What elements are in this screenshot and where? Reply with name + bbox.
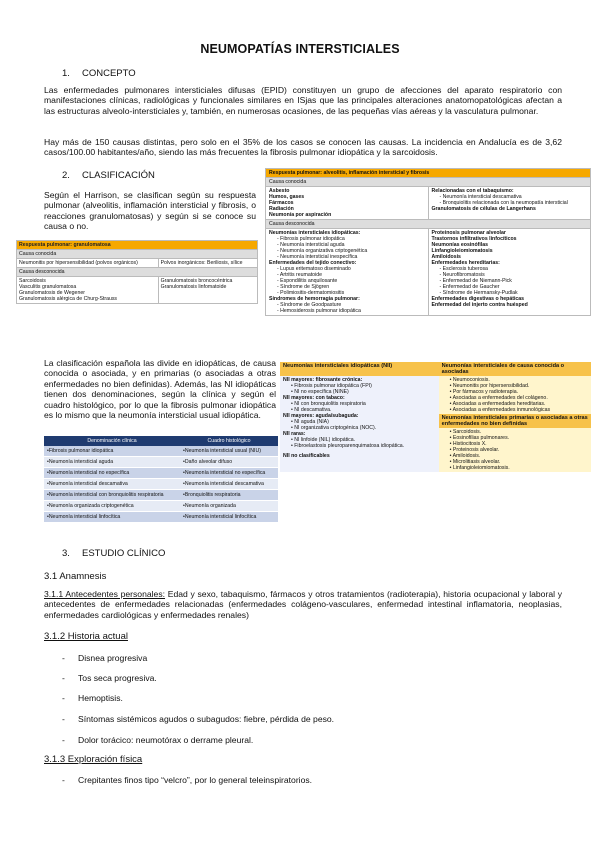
list-item: • Neumoconiosis. bbox=[450, 377, 588, 383]
table-cell: •Neumonía intersticial usual (NIU) bbox=[180, 446, 278, 457]
list-item: - Síndrome de Hermansky-Pudlak bbox=[439, 290, 518, 296]
table-cell: Neumonitis por hipersensibilidad (polvos orgánicos) bbox=[17, 259, 159, 268]
list-item: Amiloidosis bbox=[431, 254, 461, 260]
list-heading: Neumonías intersticiales idiopáticas: bbox=[269, 230, 361, 236]
list-heading: Síndromes de hemorragia pulmonar: bbox=[269, 296, 360, 302]
table-cell: •Neumonía intersticial con bronquiolitis respiratoria bbox=[44, 490, 180, 501]
table-row bbox=[44, 468, 278, 479]
list-item: - Neumonía organizativa criptogenética bbox=[277, 248, 368, 254]
table-cell: •Neumonía organizada bbox=[180, 501, 278, 512]
list-item-text: Bronquiolitis relacionada con la neumopatía intersticial bbox=[442, 200, 568, 206]
spanish-classification-paragraph: La clasificación española las divide en idiopáticas, de causa conocida o asociada, y en primarias (o asociadas a otras enfermedades no bien definidas). Además, las NI idiopáticas tienen dos denominaciones, según la clínica y según el cuadro histológico, por lo que la fibrosis pulmonar idiopática es lo mismo que la neumonía intersticial usual idiopática. bbox=[44, 358, 276, 421]
list-item bbox=[62, 653, 542, 665]
list-item: - Hemosiderosis pulmonar idiopática bbox=[277, 308, 361, 314]
table-cell: •Neumonía intersticial descamativa bbox=[180, 479, 278, 490]
subsection-anamnesis: 3.1 Anamnesis bbox=[44, 571, 107, 582]
page-title: NEUMOPATÍAS INTERSTICIALES bbox=[200, 42, 400, 56]
list-heading: NII mayores: aguda/subaguda: bbox=[283, 413, 359, 419]
list-item: • NI no específica (NINE) bbox=[291, 389, 436, 395]
section-2-heading: CLASIFICACIÓN bbox=[82, 170, 155, 181]
list-item-text: Hemosiderosis pulmonar idiopática bbox=[280, 308, 361, 314]
bullet-dash: - bbox=[62, 673, 65, 683]
table-header: Respuesta pulmonar: granulomatosa bbox=[17, 241, 258, 250]
section-3-number: 3. bbox=[62, 548, 70, 559]
list-item-text: Neurofibromatosis bbox=[442, 272, 485, 278]
bullet-dash: - bbox=[62, 714, 65, 724]
list-item: Granulomatosis alérgica de Churg-Strauss bbox=[19, 296, 118, 302]
list-item: • Sarcoidosis. bbox=[450, 429, 588, 435]
table-cell bbox=[266, 229, 429, 316]
list-item: • Por fármacos y radioterapia. bbox=[450, 389, 588, 395]
list-heading: NII mayores: con tabaco: bbox=[283, 395, 345, 401]
table-cell bbox=[439, 428, 591, 472]
table-cell: •Neumonía organizada criptogenética bbox=[44, 501, 180, 512]
table-cell bbox=[428, 229, 591, 316]
table-cell: •Neumonía intersticial descamativa bbox=[44, 479, 180, 490]
list-item: - Polimiositis-dermatomiositis bbox=[277, 290, 345, 296]
list-item: - Bronquiolitis relacionada con la neumopatía intersticial bbox=[439, 200, 568, 206]
table-row bbox=[44, 490, 278, 501]
table-row bbox=[44, 479, 278, 490]
list-item-text: Disnea progresiva bbox=[78, 653, 148, 663]
list-item: Enfermedades digestivas o hepáticas bbox=[431, 296, 525, 302]
table-header: Neumonías intersticiales de causa conocida o asociadas bbox=[439, 362, 591, 376]
granulomatous-table bbox=[16, 240, 258, 304]
harrison-paragraph: Según el Harrison, se clasifican según su respuesta pulmonar (alveolitis, inflamación intersticial y fibrosis, o reacciones granulomatosas) y según si se conoce su causa o no. bbox=[44, 190, 256, 232]
list-item: Fármacos bbox=[269, 200, 294, 206]
table-subheader: Causa desconocida bbox=[17, 268, 258, 277]
list-item: - Neumonía intersticial aguda bbox=[277, 242, 345, 248]
subsection-exploracion: 3.1.3 Exploración física bbox=[44, 754, 143, 765]
section-3-heading: ESTUDIO CLÍNICO bbox=[82, 548, 166, 559]
list-heading: Relacionadas con el tabaquismo: bbox=[431, 188, 514, 194]
list-item: • NI con bronquiolitis respiratoria bbox=[291, 401, 436, 407]
table-cell bbox=[266, 187, 429, 220]
list-item-text: Lupus eritematoso diseminado bbox=[280, 266, 351, 272]
table-cell: Polvos inorgánicos: Beriliosis, sílice bbox=[158, 259, 257, 268]
bullet-dash: - bbox=[62, 693, 65, 703]
list-item bbox=[62, 693, 542, 705]
list-item: - Esclerosis tuberosa bbox=[439, 266, 488, 272]
list-item: • Fibroelastosis pleuroparenquimatosa idiopática. bbox=[291, 443, 436, 449]
bullet-dash: - bbox=[62, 735, 65, 745]
list-heading: Enfermedades hereditarias: bbox=[431, 260, 500, 266]
list-item: - Enfermedad de Niemann-Pick bbox=[439, 278, 512, 284]
list-item: Granulomatosis de células de Langerhans bbox=[431, 206, 536, 212]
list-item: - Neumonía intersticial descamativa bbox=[439, 194, 522, 200]
list-item-text: Crepitantes finos tipo “velcro”, por lo general teleinspiratorios. bbox=[78, 775, 313, 785]
list-item: - Neumonía intersticial inespecífica bbox=[277, 254, 358, 260]
list-heading: Enfermedades del tejido conectivo: bbox=[269, 260, 357, 266]
column-header: Denominación clínica bbox=[44, 436, 180, 446]
section-1-heading: CONCEPTO bbox=[82, 68, 136, 79]
list-heading: NII no clasificables bbox=[283, 453, 330, 459]
list-item-text: Neumonía intersticial inespecífica bbox=[280, 254, 358, 260]
table-cell: •Daño alveolar difuso bbox=[180, 457, 278, 468]
list-heading: NII mayores: fibrosante crónica: bbox=[283, 377, 363, 383]
antecedentes-text: Edad y sexo, tabaquismo, fármacos y otros tratamientos (radioterapia), historia ocupacional y laboral y antecedentes de enfermedades relacionadas (enfermedades colágeno-vasculares, enfermedad intestinal inflamatoria, neoplasias, enfermedades cardiológicas y enfermedades renales) bbox=[44, 589, 563, 620]
list-item: • Neumonitis por hipersensibilidad. bbox=[450, 383, 588, 389]
table-cell: •Neumonía intersticial no específica bbox=[180, 468, 278, 479]
list-item: • Asociadas a enfermedades hereditarias. bbox=[450, 401, 588, 407]
clinical-histological-table bbox=[44, 436, 278, 523]
list-item-text: Síndrome de Hermansky-Pudlak bbox=[442, 290, 518, 296]
list-item: - Fibrosis pulmonar idiopática bbox=[277, 236, 345, 242]
list-item: Proteinosis pulmonar alveolar bbox=[431, 230, 506, 236]
list-item: Trastornos infiltrativos linfocíticos bbox=[431, 236, 517, 242]
list-item: - Artritis reumatoide bbox=[277, 272, 322, 278]
table-row bbox=[44, 446, 278, 457]
list-item-text: Hemoptisis. bbox=[78, 693, 123, 703]
table-header: Neumonías intersticiales primarias o asociadas a otras enfermedades no bien definidas bbox=[439, 414, 591, 428]
table-cell: •Neumonía intersticial linfocítica bbox=[44, 512, 180, 523]
table-cell: •Neumonía intersticial no específica bbox=[44, 468, 180, 479]
list-item: Vasculitis granulomatosa bbox=[19, 284, 77, 290]
list-item-text: Espondilitis anquilosante bbox=[280, 278, 338, 284]
list-heading: NII raras: bbox=[283, 431, 306, 437]
table-row bbox=[44, 501, 278, 512]
list-item: • NI organizativa criptogénica (NOC). bbox=[291, 425, 436, 431]
list-item: • Histiocitosis X. bbox=[450, 441, 588, 447]
table-cell bbox=[17, 277, 159, 304]
list-item-text: Esclerosis tuberosa bbox=[442, 266, 488, 272]
list-item: • Microlitiasis alveolar. bbox=[450, 459, 588, 465]
list-item: - Síndrome de Goodpasture bbox=[277, 302, 342, 308]
list-item-text: Fibrosis pulmonar idiopática bbox=[280, 236, 345, 242]
bullet-dash: - bbox=[62, 653, 65, 663]
table-header: Respuesta pulmonar: alveolitis, inflamación intersticial y fibrosis bbox=[266, 169, 591, 178]
list-item: Linfangioleiomiomatosis bbox=[431, 248, 493, 254]
list-item: Neumonía por aspiración bbox=[269, 212, 332, 218]
table-cell: •Fibrosis pulmonar idiopática bbox=[44, 446, 180, 457]
list-item-text: Neumonía intersticial aguda bbox=[280, 242, 345, 248]
list-item-text: Síndrome de Sjögren bbox=[280, 284, 330, 290]
list-item bbox=[62, 775, 542, 787]
list-item: Granulomatosis de Wegener bbox=[19, 290, 85, 296]
alveolitis-table bbox=[265, 168, 591, 316]
antecedentes-paragraph bbox=[44, 589, 562, 620]
list-item-text: Dolor torácico: neumotórax o derrame pleural. bbox=[78, 735, 254, 745]
bullet-dash: - bbox=[62, 775, 65, 785]
table-cell: •Bronquiolitis respiratoria bbox=[180, 490, 278, 501]
incidence-paragraph: Hay más de 150 causas distintas, pero solo en el 35% de los casos se conocen las causas. La incidencia en Andalucía es de 3,62 casos/100.00 habitantes/año, siendo las más frecuentes la fibrosis pulmonar idiopática y la sarcoidosis. bbox=[44, 137, 562, 158]
list-item: • Fibrosis pulmonar idiopática (FPI) bbox=[291, 383, 436, 389]
list-item: • Proteinosis alveolar. bbox=[450, 447, 588, 453]
table-row bbox=[44, 457, 278, 468]
list-item: - Espondilitis anquilosante bbox=[277, 278, 338, 284]
list-item-text: Neumonía organizativa criptogenética bbox=[280, 248, 368, 254]
table-cell: •Neumonía intersticial aguda bbox=[44, 457, 180, 468]
list-item: • NI linfoide (NIL) idiopática. bbox=[291, 437, 436, 443]
list-item-text: Enfermedad de Gaucher bbox=[442, 284, 500, 290]
list-item: Granulomatosis linfomatoide bbox=[160, 284, 227, 290]
list-item: Asbesto bbox=[269, 188, 290, 194]
list-item: - Neurofibromatosis bbox=[439, 272, 485, 278]
list-item: Humos, gases bbox=[269, 194, 305, 200]
table-subheader: Causa desconocida bbox=[266, 220, 591, 229]
list-item bbox=[62, 673, 542, 685]
antecedentes-label: 3.1.1 Antecedentes personales: bbox=[44, 589, 166, 599]
table-row bbox=[44, 512, 278, 523]
list-item: - Síndrome de Sjögren bbox=[277, 284, 330, 290]
section-2-number: 2. bbox=[62, 170, 70, 181]
nii-classification-table bbox=[280, 362, 591, 472]
table-subheader: Causa conocida bbox=[17, 250, 258, 259]
list-item: • Asociadas a enfermedades del colágeno. bbox=[450, 395, 588, 401]
list-item-text: Polimiositis-dermatomiositis bbox=[280, 290, 345, 296]
list-item bbox=[62, 714, 542, 726]
list-item: • Amiloidosis. bbox=[450, 453, 588, 459]
list-item: • Linfangioleiomiomatosis. bbox=[450, 465, 588, 471]
list-item-text: Tos seca progresiva. bbox=[78, 673, 157, 683]
table-cell bbox=[280, 376, 439, 472]
section-1-number: 1. bbox=[62, 68, 70, 79]
list-item-text: Síndrome de Goodpasture bbox=[280, 302, 342, 308]
list-item: • Eosinofilias pulmonares. bbox=[450, 435, 588, 441]
subsection-historia: 3.1.2 Historia actual bbox=[44, 631, 128, 642]
list-item: Granulomatosis broncocéntrica bbox=[160, 278, 233, 284]
list-item: • NI descamativa. bbox=[291, 407, 436, 413]
list-item: - Lupus eritematoso diseminado bbox=[277, 266, 351, 272]
list-item bbox=[62, 735, 542, 747]
list-item-text: Artritis reumatoide bbox=[279, 272, 322, 278]
table-cell bbox=[439, 376, 591, 414]
list-item-text: Neumonía intersticial descamativa bbox=[442, 194, 522, 200]
table-cell: •Neumonía intersticial linfocítica bbox=[180, 512, 278, 523]
table-subheader: Causa conocida bbox=[266, 178, 591, 187]
list-item: Radiación bbox=[269, 206, 294, 212]
table-cell bbox=[158, 277, 257, 304]
column-header: Cuadro histológico bbox=[180, 436, 278, 446]
list-item-text: Síntomas sistémicos agudos o subagudos: fiebre, pérdida de peso. bbox=[78, 714, 335, 724]
list-item: • Asociadas a enfermedades inmunológicas bbox=[450, 407, 588, 413]
concept-paragraph: Las enfermedades pulmonares intersticiales difusas (EPID) constituyen un grupo de afecciones del aparato respiratorio con manifestaciones clínicas, radiológicas y funcionales similares en ISjas que las principales alteraciones anatomopatológicas afectan a las estructuras alveolo-intersticiales y, también, en numerosas ocasiones, de las pequeñas vías aéreas y la vasculatura pulmonar. bbox=[44, 85, 562, 116]
list-item-text: Enfermedad de Niemann-Pick bbox=[442, 278, 512, 284]
list-item: - Enfermedad de Gaucher bbox=[439, 284, 500, 290]
table-header: Neumonías intersticiales idiopáticas (NII) bbox=[280, 362, 439, 376]
list-item: Neumonías eosinófilas bbox=[431, 242, 489, 248]
list-item: • NI aguda (NIA) bbox=[291, 419, 436, 425]
list-item: Enfermedad del injerto contra huésped bbox=[431, 302, 528, 308]
table-cell bbox=[428, 187, 591, 220]
list-item: Sarcoidosis bbox=[19, 278, 46, 284]
